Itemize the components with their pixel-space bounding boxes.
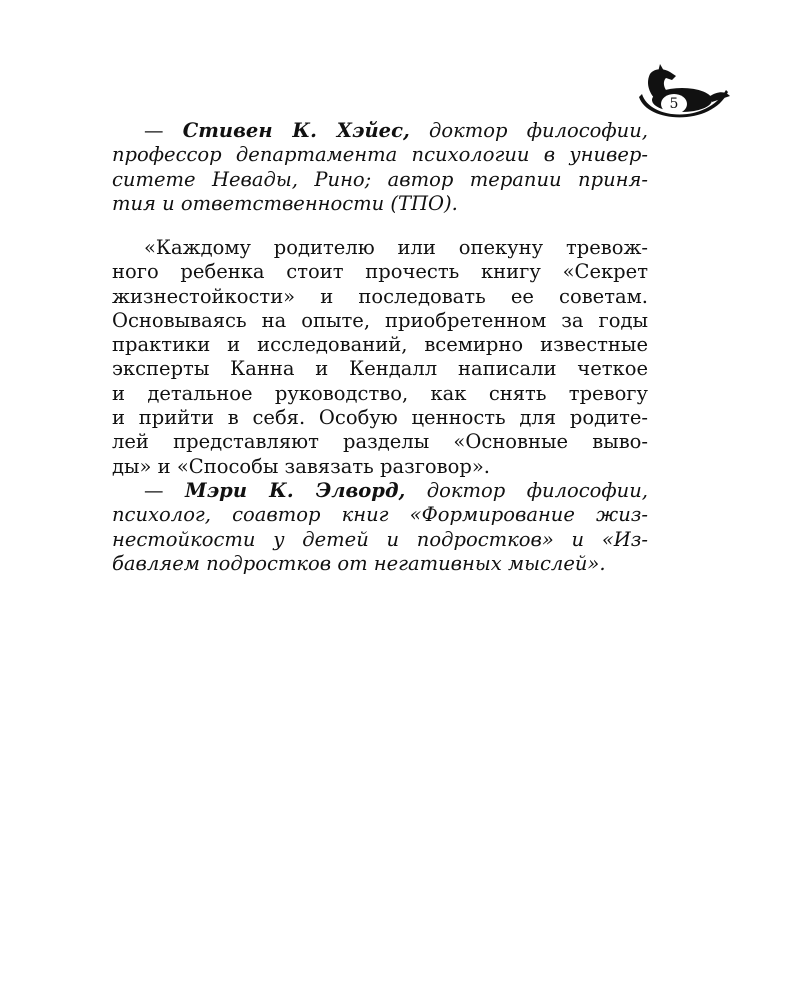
attribution-line: ситете Невады, Рино; автор терапии приня- [112, 167, 648, 191]
quote-line: практики и исследований, всемирно известные [112, 333, 648, 357]
quote-line: и детальное руководство, как снять тревогу [112, 381, 648, 405]
attribution-line [112, 119, 648, 143]
quote-line: эксперты Канна и Кендалл написали четкое [112, 357, 648, 381]
quote-line: Основываясь на опыте, приобретенном за годы [112, 308, 648, 332]
attribution-line: психолог, соавтор книг «Формирование жиз- [112, 503, 648, 527]
quote-line: ды» и «Способы завязать разговор». [112, 454, 490, 478]
quote1-attribution [112, 119, 648, 216]
quote2 [112, 236, 648, 576]
quote-line: ного ребенка стоит прочесть книгу «Секрет [112, 260, 648, 284]
author-name: Мэри К. Элворд, [185, 478, 406, 502]
rocking-horse-icon [636, 64, 732, 126]
attribution-dash: — [144, 478, 186, 502]
quote-line: лей представляют разделы «Основные выво- [112, 430, 648, 454]
attribution-line: нестойкости у детей и подростков» и «Из- [112, 527, 648, 551]
page-number-badge [636, 64, 732, 126]
attribution-dash: — [144, 119, 183, 142]
page-number: 5 [669, 96, 679, 112]
quote-line: жизнестойкости» и последовать ее советам. [112, 284, 648, 308]
attribution-text: доктор философии, [409, 119, 648, 142]
attribution-line: бавляем подростков от негативных мыслей». [112, 551, 606, 575]
quote-line: и прийти в себя. Особую ценность для родите- [112, 406, 648, 430]
attribution-line: тия и ответственности (ТПО). [112, 191, 458, 215]
attribution-text: доктор философии, [405, 478, 648, 502]
attribution-line: профессор департамента психологии в универ- [112, 143, 648, 167]
attribution-line [112, 479, 648, 503]
author-name: Стивен К. Хэйес, [182, 119, 410, 142]
quote-line: «Каждому родителю или опекуну тревож- [144, 236, 648, 259]
